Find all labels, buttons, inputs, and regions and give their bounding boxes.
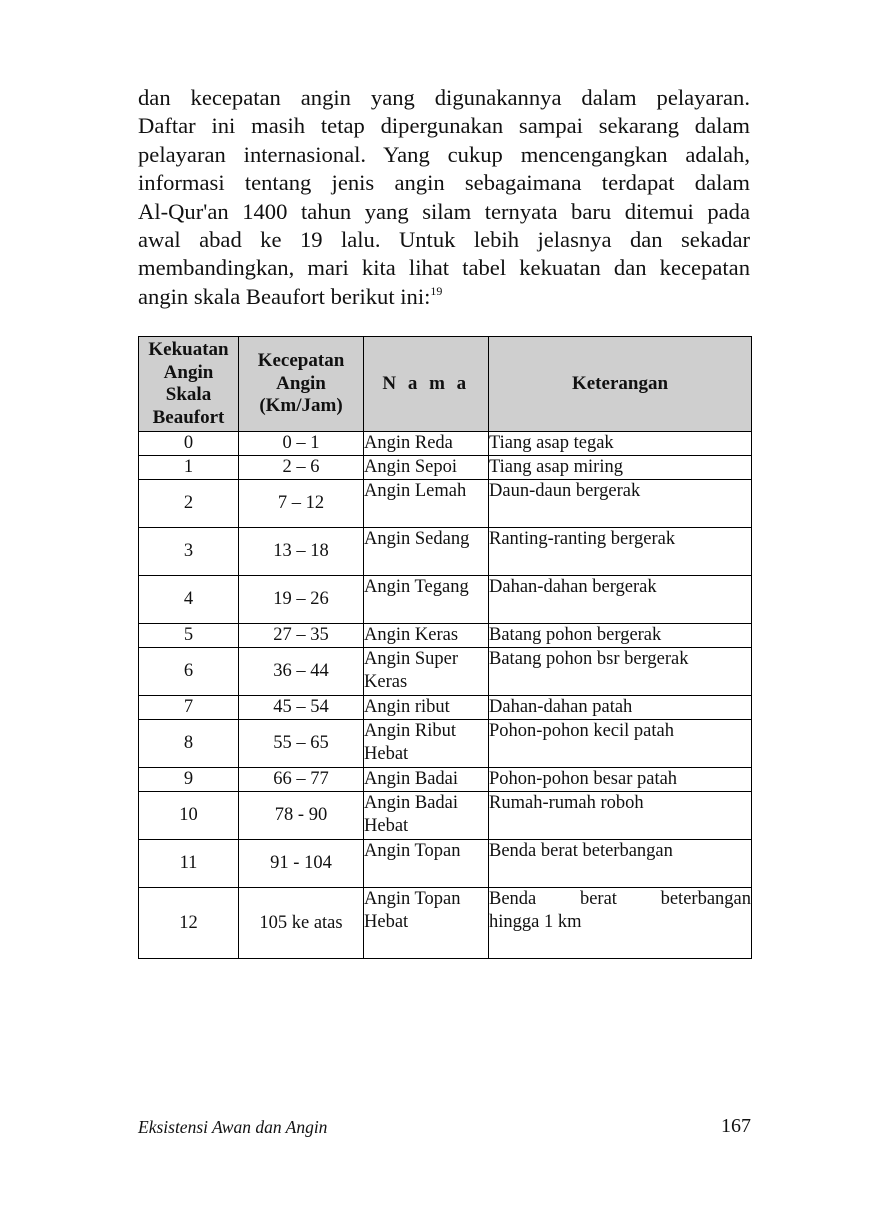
table-row	[139, 840, 752, 888]
cell-skala: 2	[139, 480, 239, 528]
cell-kecepatan: 91 - 104	[239, 840, 364, 888]
table-row	[139, 696, 752, 720]
cell-keterangan: Batang pohon bergerak	[489, 624, 752, 648]
cell-skala: 0	[139, 432, 239, 456]
table-row	[139, 624, 752, 648]
header-nama: N a m a	[364, 337, 489, 432]
cell-skala: 11	[139, 840, 239, 888]
header-line: Beaufort	[152, 406, 225, 428]
cell-nama: Angin Keras	[364, 624, 489, 648]
cell-keterangan: Dahan-dahan bergerak	[489, 576, 752, 624]
header-line: Skala	[165, 384, 212, 405]
cell-keterangan: Dahan-dahan patah	[489, 696, 752, 720]
cell-nama: Angin Sedang	[364, 528, 489, 576]
paragraph-line: membandingkan, mari kita lihat tabel kekuatan dan kecepatan	[138, 255, 750, 281]
cell-keterangan	[489, 888, 752, 959]
cell-nama: Angin ribut	[364, 696, 489, 720]
cell-skala: 10	[139, 792, 239, 840]
paragraph-line-last	[138, 283, 750, 311]
table-row	[139, 480, 752, 528]
keterangan-line: Benda berat beterbangan	[489, 889, 751, 909]
header-line: Kecepatan	[257, 350, 345, 372]
cell-skala: 6	[139, 648, 239, 696]
cell-skala: 7	[139, 696, 239, 720]
keterangan-line: hingga 1 km	[489, 912, 582, 932]
paragraph-line: awal abad ke 19 lalu. Untuk lebih jelasnya dan sekadar	[138, 227, 750, 253]
cell-kecepatan: 27 – 35	[239, 624, 364, 648]
cell-keterangan: Batang pohon bsr bergerak	[489, 648, 752, 696]
paragraph-line: pelayaran internasional. Yang cukup mencengangkan adalah,	[138, 141, 750, 167]
table-row	[139, 432, 752, 456]
header-kecepatan	[239, 337, 364, 432]
table-row	[139, 456, 752, 480]
footnote-reference[interactable]: 19	[430, 283, 443, 298]
table-row	[139, 888, 752, 959]
cell-skala: 9	[139, 768, 239, 792]
cell-kecepatan: 45 – 54	[239, 696, 364, 720]
cell-keterangan: Rumah-rumah roboh	[489, 792, 752, 840]
cell-nama: Angin Badai Hebat	[364, 792, 489, 840]
paragraph-line: Daftar ini masih tetap dipergunakan sampai sekarang dalam	[138, 113, 750, 139]
body-paragraph	[138, 84, 750, 311]
header-keterangan: Keterangan	[489, 337, 752, 432]
paragraph-line: informasi tentang jenis angin sebagaimana terdapat dalam	[138, 170, 750, 196]
cell-skala: 8	[139, 720, 239, 768]
table-row	[139, 576, 752, 624]
cell-nama: Angin Ribut Hebat	[364, 720, 489, 768]
paragraph-line: dan kecepatan angin yang digunakannya dalam pelayaran.	[138, 85, 750, 110]
cell-kecepatan: 7 – 12	[239, 480, 364, 528]
cell-nama: Angin Tegang	[364, 576, 489, 624]
cell-skala: 12	[139, 888, 239, 959]
cell-nama: Angin Super Keras	[364, 648, 489, 696]
cell-nama: Angin Badai	[364, 768, 489, 792]
cell-kecepatan: 66 – 77	[239, 768, 364, 792]
cell-nama: Angin Reda	[364, 432, 489, 456]
cell-keterangan: Daun-daun bergerak	[489, 480, 752, 528]
table-row	[139, 528, 752, 576]
table-row	[139, 720, 752, 768]
cell-skala: 3	[139, 528, 239, 576]
cell-nama: Angin Lemah	[364, 480, 489, 528]
header-line: Angin	[163, 361, 214, 383]
cell-keterangan: Ranting-ranting bergerak	[489, 528, 752, 576]
cell-skala: 4	[139, 576, 239, 624]
cell-skala: 5	[139, 624, 239, 648]
keterangan-text	[489, 888, 751, 932]
cell-kecepatan: 13 – 18	[239, 528, 364, 576]
cell-kecepatan: 105 ke atas	[239, 888, 364, 959]
cell-kecepatan: 78 - 90	[239, 792, 364, 840]
cell-kecepatan: 2 – 6	[239, 456, 364, 480]
cell-kecepatan: 36 – 44	[239, 648, 364, 696]
beaufort-scale-table	[138, 336, 752, 959]
cell-nama: Angin Topan	[364, 840, 489, 888]
cell-kecepatan: 19 – 26	[239, 576, 364, 624]
cell-keterangan: Pohon-pohon besar patah	[489, 768, 752, 792]
cell-kecepatan: 0 – 1	[239, 432, 364, 456]
cell-keterangan: Benda berat beterbangan	[489, 840, 752, 888]
header-skala	[139, 337, 239, 432]
paragraph-line-text: angin skala Beaufort berikut ini:	[138, 283, 431, 309]
cell-keterangan: Tiang asap miring	[489, 456, 752, 480]
running-footer-title: Eksistensi Awan dan Angin	[138, 1117, 328, 1137]
table-header-row	[139, 337, 752, 432]
cell-kecepatan: 55 – 65	[239, 720, 364, 768]
header-line: (Km/Jam)	[259, 395, 343, 417]
table-row	[139, 768, 752, 792]
cell-skala: 1	[139, 456, 239, 480]
header-line: Kekuatan	[148, 339, 229, 360]
cell-keterangan: Tiang asap tegak	[489, 432, 752, 456]
cell-nama: Angin Sepoi	[364, 456, 489, 480]
cell-keterangan: Pohon-pohon kecil patah	[489, 720, 752, 768]
page-number: 167	[721, 1115, 751, 1137]
paragraph-line: Al-Qur'an 1400 tahun yang silam ternyata baru ditemui pada	[138, 198, 750, 224]
table-row	[139, 792, 752, 840]
cell-nama: Angin Topan Hebat	[364, 888, 489, 959]
table-row	[139, 648, 752, 696]
header-line: Angin	[276, 372, 326, 394]
